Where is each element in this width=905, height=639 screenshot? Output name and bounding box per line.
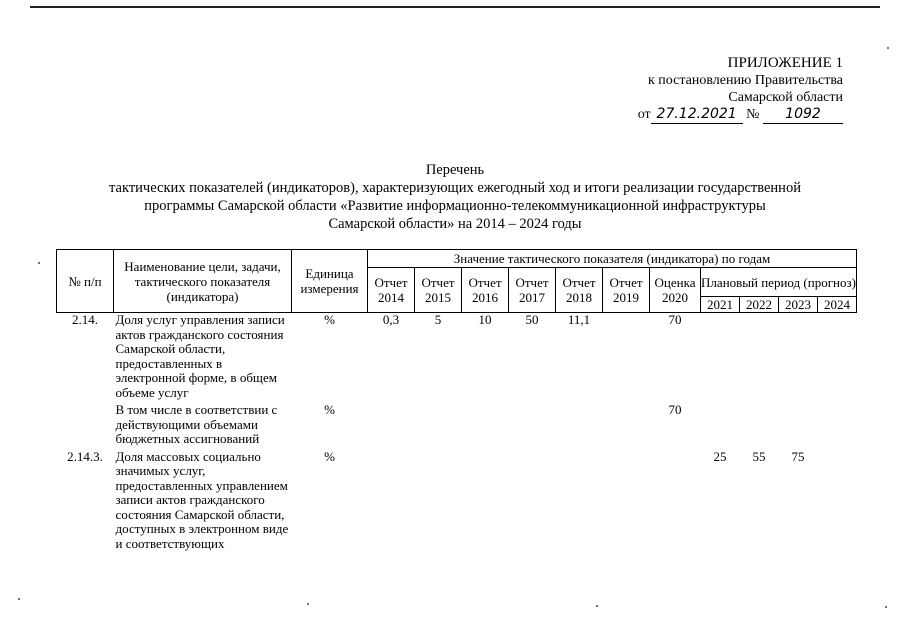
header-name: Наименование цели, задачи, тактического показателя (индикатора): [114, 250, 292, 313]
scan-top-border: [30, 6, 880, 8]
row-value: [462, 400, 509, 447]
handwritten-date: 27.12.2021: [651, 106, 743, 124]
scan-speck: [307, 603, 309, 605]
row-name: Доля массовых социально значимых услуг, предоставленных управлением записи актов гражданского состояния Самарской области, доступных в электронном виде и соответствующих: [115, 448, 289, 551]
row-value: 10: [478, 312, 492, 327]
row-value: 11,1: [567, 312, 591, 327]
header-year: Отчет 2017: [509, 268, 556, 313]
heading-line4: Самарской области» на 2014 – 2024 годы: [328, 216, 582, 232]
row-unit: %: [324, 448, 335, 464]
row-plan: [740, 313, 779, 401]
row-plan: 75: [791, 448, 805, 464]
row-value: [368, 400, 415, 447]
table-row: [57, 447, 857, 552]
row-value: [368, 447, 415, 552]
row-name: В том числе в соответствии с действующими объемами бюджетных ассигнований: [115, 402, 278, 446]
row-plan: [818, 447, 857, 552]
appendix-block: [638, 55, 843, 124]
header-plan-year: 2021: [701, 297, 740, 313]
row-plan: 55: [752, 448, 766, 464]
row-plan: [818, 313, 857, 401]
heading-line3: программы Самарской области «Развитие информационно-телекоммуникационной инфраструктуры: [144, 198, 766, 214]
row-value: [603, 313, 650, 401]
row-name: Доля услуг управления записи актов гражданского состояния Самарской области, предоставленных в электронной форме, в общем объеме услуг: [115, 312, 285, 400]
row-value: 50: [525, 312, 539, 327]
header-num: № п/п: [57, 250, 114, 313]
row-value: [603, 400, 650, 447]
row-value: 0,3: [382, 312, 400, 327]
indicators-table: [56, 249, 857, 551]
header-plan-year: 2023: [779, 297, 818, 313]
header-year: Отчет 2018: [556, 268, 603, 313]
header-plan-year: 2024: [818, 297, 857, 313]
table-row: [57, 400, 857, 447]
row-plan: [818, 400, 857, 447]
document-heading: [40, 161, 870, 233]
handwritten-number: 1092: [763, 106, 843, 124]
appendix-line1: к постановлению Правительства: [647, 73, 843, 88]
row-plan: [701, 400, 740, 447]
heading-line1: Перечень: [425, 162, 485, 178]
row-plan: [701, 313, 740, 401]
header-plan: Плановый период (прогноз): [701, 268, 857, 297]
scan-speck: [38, 262, 40, 264]
scan-speck: [596, 605, 598, 607]
appendix-date-line: [638, 106, 843, 124]
row-unit: %: [324, 312, 335, 327]
row-value: [556, 400, 603, 447]
header-unit: Единица измерения: [292, 250, 368, 313]
row-num: 2.14.3.: [67, 448, 103, 464]
header-year: Оценка 2020: [650, 268, 701, 313]
header-year: Отчет 2019: [603, 268, 650, 313]
appendix-title: ПРИЛОЖЕНИЕ 1: [727, 55, 843, 71]
row-value: [603, 447, 650, 552]
row-value: [509, 447, 556, 552]
header-values: Значение тактического показателя (индикатора) по годам: [368, 250, 857, 268]
header-plan-year: 2022: [740, 297, 779, 313]
table-row: [57, 313, 857, 401]
scan-speck: [885, 606, 887, 608]
row-value: [509, 400, 556, 447]
number-label: №: [746, 107, 760, 122]
row-plan: [779, 313, 818, 401]
row-num: [57, 400, 114, 447]
row-value: [415, 400, 462, 447]
row-value: [462, 447, 509, 552]
appendix-line2: Самарской области: [728, 90, 843, 105]
row-value: 5: [434, 312, 442, 327]
row-value: 70: [668, 402, 682, 417]
row-plan: [779, 400, 818, 447]
row-value: [415, 447, 462, 552]
header-year: Отчет 2015: [415, 268, 462, 313]
scan-speck: [887, 47, 889, 49]
row-plan: 25: [713, 448, 727, 464]
header-year: Отчет 2014: [368, 268, 415, 313]
scan-speck: [18, 598, 20, 600]
row-plan: [740, 400, 779, 447]
header-year: Отчет 2016: [462, 268, 509, 313]
row-unit: %: [324, 402, 335, 417]
heading-line2: тактических показателей (индикаторов), характеризующих ежегодный ход и итоги реализации государственной: [109, 180, 801, 196]
row-value: 70: [668, 312, 682, 327]
from-label: от: [637, 107, 651, 122]
row-value: [650, 447, 701, 552]
row-value: [556, 447, 603, 552]
row-num: 2.14.: [72, 312, 98, 327]
